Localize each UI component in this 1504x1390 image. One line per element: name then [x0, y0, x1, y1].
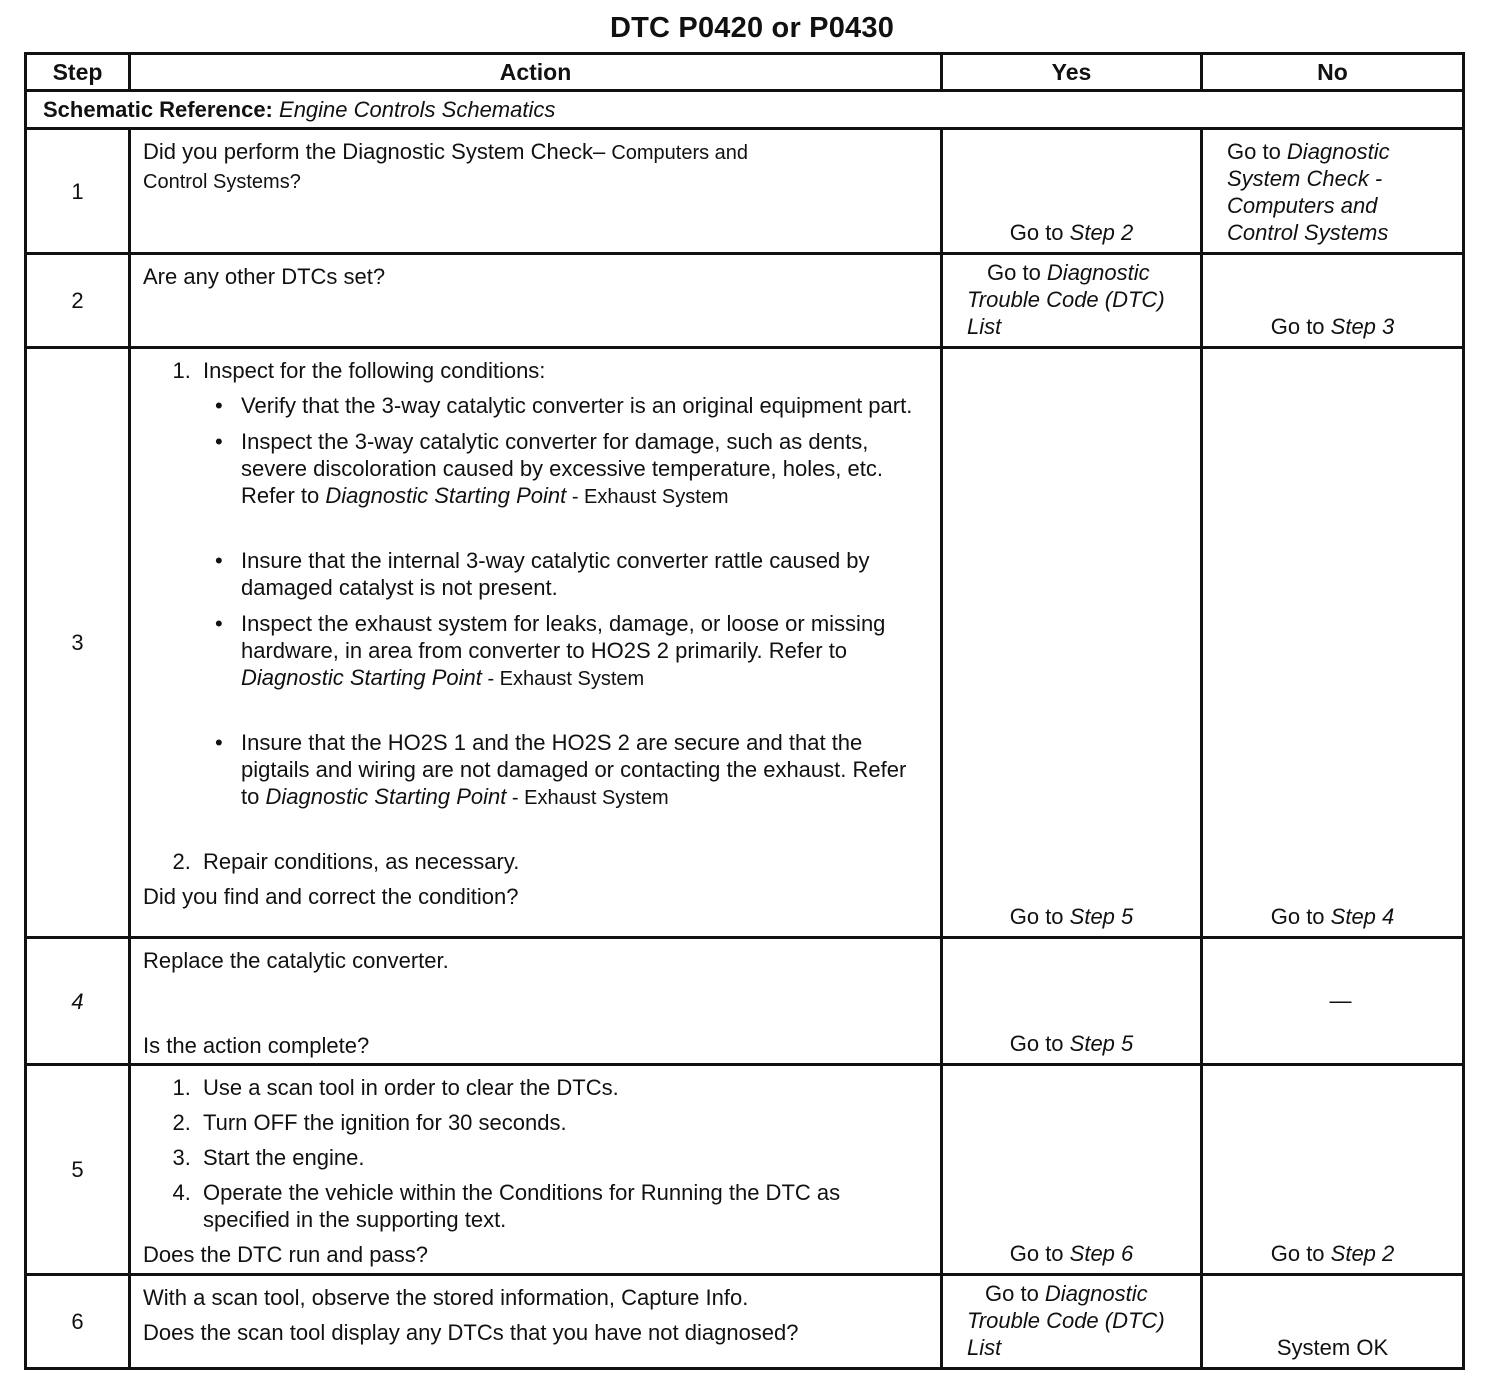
- no-link[interactable]: Step 3: [1330, 314, 1395, 339]
- yes-cell: [942, 1065, 1202, 1275]
- action-cell: [130, 254, 942, 348]
- action-question: Are any other DTCs set?: [143, 264, 386, 289]
- yes-cell: [942, 254, 1202, 348]
- table-row: [26, 348, 1464, 938]
- list-item: [237, 392, 930, 419]
- no-link[interactable]: Diagnostic: [1286, 139, 1390, 164]
- list-item: [197, 1144, 930, 1171]
- dtc-table: [24, 52, 1465, 1370]
- list-item-text: Use a scan tool in order to clear the DTCs.: [203, 1075, 619, 1100]
- table-row: [26, 254, 1464, 348]
- yes-cell: [942, 348, 1202, 938]
- procedure-list: [143, 1074, 930, 1233]
- no-link[interactable]: Step 2: [1330, 1241, 1395, 1266]
- list-item-text: Turn OFF the ignition for 30 seconds.: [203, 1110, 567, 1135]
- no-prefix: Go to: [1270, 1241, 1331, 1266]
- table-row: [26, 1065, 1464, 1275]
- yes-prefix: Go to: [1009, 220, 1070, 245]
- list-item-text: - Exhaust System: [506, 787, 669, 809]
- yes-link[interactable]: Diagnostic: [1044, 1281, 1148, 1306]
- no-cell: [1202, 254, 1464, 348]
- schematic-reference: [26, 91, 1464, 129]
- action-text: Control Systems?: [143, 171, 301, 193]
- list-item: [237, 428, 930, 511]
- action-question: Does the scan tool display any DTCs that you have not diagnosed?: [143, 1320, 799, 1345]
- list-item: [237, 610, 930, 693]
- table-row: [26, 1275, 1464, 1369]
- header-no: No: [1202, 54, 1464, 91]
- no-cell: [1202, 1065, 1464, 1275]
- action-text: With a scan tool, observe the stored information, Capture Info.: [143, 1285, 749, 1310]
- yes-link[interactable]: List: [967, 1335, 1002, 1360]
- list-item: [197, 1109, 930, 1136]
- yes-prefix: Go to: [1009, 1031, 1070, 1056]
- list-item-text: Inspect for the following conditions:: [203, 358, 546, 383]
- header-step: Step: [26, 54, 130, 91]
- yes-prefix: Go to: [985, 1281, 1045, 1306]
- yes-link[interactable]: Diagnostic: [1046, 260, 1150, 285]
- no-link[interactable]: Step 4: [1330, 904, 1395, 929]
- action-question: Does the DTC run and pass?: [143, 1242, 428, 1267]
- action-cell: [130, 938, 942, 1065]
- table-row: [26, 938, 1464, 1065]
- list-item: [197, 848, 930, 875]
- no-value: —: [1329, 987, 1352, 1013]
- action-question: Did you find and correct the condition?: [143, 884, 519, 909]
- action-text: Replace the catalytic converter.: [143, 948, 449, 973]
- yes-link[interactable]: List: [967, 314, 1002, 339]
- list-item-text: - Exhaust System: [481, 668, 645, 690]
- yes-link[interactable]: Step 2: [1069, 220, 1134, 245]
- no-value: System OK: [1276, 1335, 1389, 1360]
- step-number: 1: [26, 129, 130, 254]
- action-cell: [130, 129, 942, 254]
- no-cell: [1202, 1275, 1464, 1369]
- no-cell: [1202, 938, 1464, 1065]
- list-item: [197, 1074, 930, 1101]
- yes-link[interactable]: Step 5: [1069, 904, 1134, 929]
- yes-link[interactable]: Step 5: [1069, 1031, 1134, 1056]
- step-number: 4: [26, 938, 130, 1065]
- step-number: 5: [26, 1065, 130, 1275]
- list-item: [197, 1179, 930, 1233]
- yes-link[interactable]: Trouble Code (DTC): [967, 287, 1165, 312]
- no-prefix: Go to: [1227, 139, 1287, 164]
- step-number: 3: [26, 348, 130, 938]
- schematic-reference-row: [26, 91, 1464, 129]
- action-cell: [130, 1275, 942, 1369]
- no-cell: [1202, 348, 1464, 938]
- procedure-list: [143, 357, 930, 875]
- yes-link[interactable]: Trouble Code (DTC): [967, 1308, 1165, 1333]
- list-item-text: Start the engine.: [203, 1145, 365, 1170]
- no-cell: [1202, 129, 1464, 254]
- no-prefix: Go to: [1270, 314, 1331, 339]
- list-item: [197, 357, 930, 812]
- yes-cell: [942, 129, 1202, 254]
- list-item: [237, 547, 930, 601]
- action-cell: [130, 1065, 942, 1275]
- schematic-reference-label: Schematic Reference:: [43, 97, 273, 122]
- yes-prefix: Go to: [987, 260, 1047, 285]
- reference-link[interactable]: Diagnostic Starting Point: [265, 784, 507, 809]
- header-row: [26, 54, 1464, 91]
- action-text: Did you perform the Diagnostic System Check–: [143, 139, 612, 164]
- step-number: 6: [26, 1275, 130, 1369]
- table-row: [26, 129, 1464, 254]
- action-text: Computers and: [611, 142, 749, 164]
- list-item-text: Verify that the 3-way catalytic converter is an original equipment part.: [241, 393, 913, 418]
- no-link[interactable]: Computers and: [1227, 193, 1378, 218]
- yes-prefix: Go to: [1009, 1241, 1070, 1266]
- page-title: DTC P0420 or P0430: [609, 12, 895, 44]
- reference-link[interactable]: Diagnostic Starting Point: [241, 665, 482, 690]
- action-cell: [130, 348, 942, 938]
- reference-link[interactable]: Diagnostic Starting Point: [325, 483, 567, 508]
- list-item-text: Insure that the HO2S 1 and the HO2S 2 are secure and that the pigtails and wiring are not damaged or contacting the exhaust. Refer to: [241, 730, 907, 809]
- yes-prefix: Go to: [1009, 904, 1070, 929]
- list-item-text: - Exhaust System: [566, 486, 729, 508]
- condition-list: [203, 392, 930, 812]
- yes-cell: [942, 938, 1202, 1065]
- step-number: 2: [26, 254, 130, 348]
- list-item-text: Insure that the internal 3-way catalytic converter rattle caused by damaged catalyst is not present.: [241, 548, 870, 600]
- list-item-text: Inspect the 3-way catalytic converter for damage, such as dents, severe discoloration caused by excessive temperature, holes, etc. Refer to: [241, 429, 883, 508]
- yes-cell: [942, 1275, 1202, 1369]
- header-yes: Yes: [942, 54, 1202, 91]
- list-item-text: Operate the vehicle within the Conditions for Running the DTC as specified in the supporting text.: [203, 1180, 841, 1232]
- list-item-text: Inspect the exhaust system for leaks, damage, or loose or missing hardware, in area from converter to HO2S 2 primarily. Refer to: [241, 611, 886, 663]
- action-question: Is the action complete?: [143, 1033, 370, 1058]
- list-item: [237, 729, 930, 812]
- schematic-reference-link[interactable]: Engine Controls Schematics: [279, 97, 556, 122]
- no-prefix: Go to: [1270, 904, 1331, 929]
- no-link[interactable]: Control Systems: [1227, 220, 1389, 245]
- header-action: Action: [130, 54, 942, 91]
- list-item-text: Repair conditions, as necessary.: [203, 849, 520, 874]
- no-link[interactable]: System Check -: [1227, 166, 1383, 191]
- yes-link[interactable]: Step 6: [1069, 1241, 1134, 1266]
